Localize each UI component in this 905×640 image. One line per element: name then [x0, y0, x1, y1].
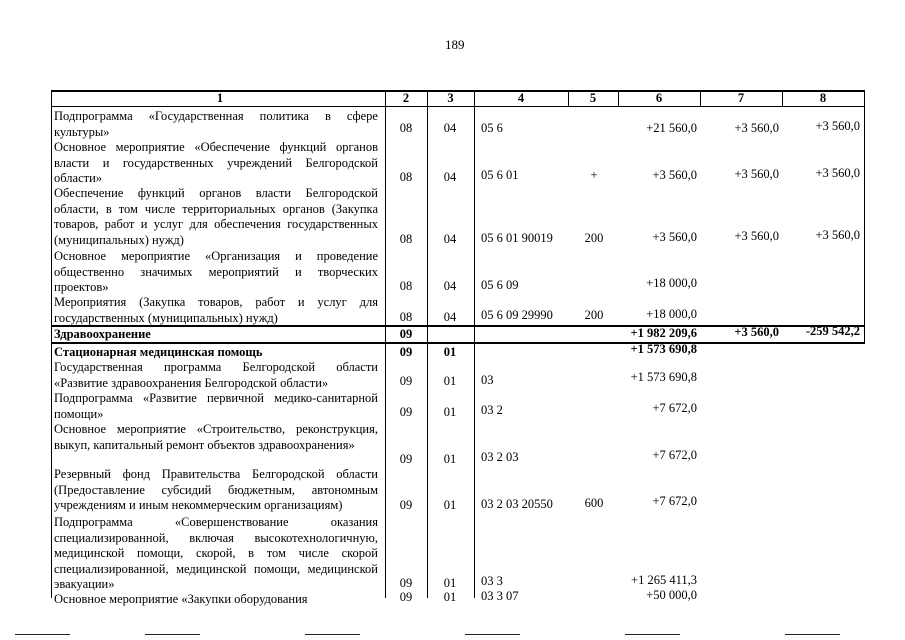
scan-artifact: [625, 634, 680, 635]
cell-target-code: 03: [481, 373, 494, 387]
cell-target-code: 05 6 09: [481, 278, 519, 292]
column-divider: [474, 91, 475, 598]
cell-expense-type: 600: [584, 496, 604, 510]
cell-section: 08: [399, 170, 413, 184]
cell-amount-col6: +21 560,0: [646, 121, 697, 135]
cell-section: 09: [399, 327, 413, 341]
cell-amount-col6: +1 265 411,3: [631, 573, 697, 587]
header-col-3: 3: [447, 91, 454, 105]
cell-amount-col6: +1 573 690,8: [630, 342, 697, 356]
header-col-5: 5: [589, 91, 597, 105]
scan-artifact: [305, 634, 360, 635]
row-description: Подпрограмма «Государственная политика в сфере культуры»: [54, 109, 378, 139]
cell-section: 08: [399, 121, 413, 135]
cell-subsection: 01: [443, 452, 457, 466]
row-description: Основное мероприятие «Организация и проведение общественно значимых мероприятий и творческих проектов»: [54, 249, 378, 295]
cell-amount-col8: +3 560,0: [815, 166, 860, 180]
cell-amount-col6: +1 982 209,6: [630, 326, 697, 340]
cell-section: 09: [399, 576, 413, 590]
row-description: Основное мероприятие «Строительство, реконструкция, выкуп, капитальный ремонт объектов здравоохранения»: [54, 422, 378, 452]
cell-amount-col6: +7 672,0: [652, 494, 697, 508]
cell-subsection: 01: [443, 345, 457, 359]
table-border-left: [51, 91, 52, 598]
cell-expense-type: +: [590, 168, 598, 182]
scan-artifact: [15, 634, 70, 635]
row-description: Мероприятия (Закупка товаров, работ и услуг для государственных (муниципальных) нужд): [54, 295, 378, 325]
cell-target-code: 05 6 09 29990: [481, 308, 553, 322]
cell-amount-col7: +3 560,0: [734, 167, 779, 181]
cell-amount-col6: +18 000,0: [646, 276, 697, 290]
header-col-6: 6: [655, 91, 663, 105]
header-col-7: 7: [737, 91, 745, 105]
row-description: Подпрограмма «Совершенствование оказания специализированной, включая высокотехнологичную, медицинской помощи, скорой, в том числе скорой специализированной, медицинской помощи, медицинской эвакуации»: [54, 515, 378, 592]
cell-subsection: 01: [443, 374, 457, 388]
row-description: Здравоохранение: [54, 327, 151, 341]
header-col-1: 1: [216, 91, 224, 105]
cell-amount-col8: +3 560,0: [815, 119, 860, 133]
cell-amount-col7: +3 560,0: [734, 229, 779, 243]
scan-artifact: [465, 634, 520, 635]
cell-section: 09: [399, 405, 413, 419]
scan-artifact: [145, 634, 200, 635]
cell-amount-col6: +7 672,0: [652, 448, 697, 462]
cell-section: 08: [399, 310, 413, 324]
cell-target-code: 05 6 01 90019: [481, 231, 553, 245]
scan-artifact: [785, 634, 840, 635]
header-col-4: 4: [517, 91, 525, 105]
cell-subsection: 01: [443, 405, 457, 419]
cell-target-code: 03 3: [481, 574, 503, 588]
page-number: 189: [445, 37, 465, 52]
row-description: Стационарная медицинская помощь: [54, 345, 263, 359]
cell-target-code: 03 2 03: [481, 450, 519, 464]
cell-amount-col6: +18 000,0: [646, 307, 697, 321]
cell-section: 09: [399, 498, 413, 512]
cell-section: 09: [399, 374, 413, 388]
row-description: Основное мероприятие «Закупки оборудования: [54, 592, 308, 606]
cell-subsection: 04: [443, 121, 457, 135]
row-description: Резервный фонд Правительства Белгородской области (Предоставление субсидий бюджетным, автономным учреждениям и иным некоммерческим организациям): [54, 467, 378, 513]
cell-amount-col6: +1 573 690,8: [630, 370, 697, 384]
cell-target-code: 03 2 03 20550: [481, 497, 553, 511]
cell-subsection: 01: [443, 576, 457, 590]
row-description: Государственная программа Белгородской области «Развитие здравоохранения Белгородской области»: [54, 360, 378, 390]
cell-subsection: 04: [443, 310, 457, 324]
cell-expense-type: 200: [584, 308, 604, 322]
cell-section: 08: [399, 279, 413, 293]
cell-amount-col8: +3 560,0: [815, 228, 860, 242]
cell-subsection: 04: [443, 279, 457, 293]
cell-subsection: 01: [443, 590, 457, 604]
row-description: Основное мероприятие «Обеспечение функций органов власти и государственных учреждений Белгородской области»: [54, 140, 378, 186]
cell-amount-col8: -259 542,2: [805, 324, 860, 338]
row-description: Подпрограмма «Развитие первичной медико-санитарной помощи»: [54, 391, 378, 421]
cell-section: 08: [399, 232, 413, 246]
cell-amount-col6: +3 560,0: [652, 168, 697, 182]
cell-section: 09: [399, 452, 413, 466]
cell-subsection: 01: [443, 498, 457, 512]
row-description: Обеспечение функций органов власти Белгородской области, в том числе территориальных органов (Закупка товаров, работ и услуг для обеспечения государственных (муниципальных) нужд): [54, 186, 378, 247]
cell-amount-col6: +3 560,0: [652, 230, 697, 244]
cell-amount-col6: +7 672,0: [652, 401, 697, 415]
column-divider: [385, 91, 386, 598]
cell-target-code: 03 2: [481, 403, 503, 417]
cell-target-code: 03 3 07: [481, 589, 519, 603]
cell-subsection: 04: [443, 232, 457, 246]
cell-amount-col6: +50 000,0: [646, 588, 697, 602]
table-border-right: [864, 91, 865, 343]
header-col-2: 2: [402, 91, 410, 105]
cell-expense-type: 200: [584, 231, 604, 245]
cell-section: 09: [399, 345, 413, 359]
cell-target-code: 05 6: [481, 121, 503, 135]
cell-target-code: 05 6 01: [481, 168, 519, 182]
cell-subsection: 04: [443, 170, 457, 184]
cell-amount-col7: +3 560,0: [734, 121, 779, 135]
header-bottom-border: [51, 106, 865, 107]
header-col-8: 8: [819, 91, 827, 105]
column-divider: [427, 91, 428, 598]
cell-amount-col7: +3 560,0: [734, 325, 779, 339]
cell-section: 09: [399, 590, 413, 604]
